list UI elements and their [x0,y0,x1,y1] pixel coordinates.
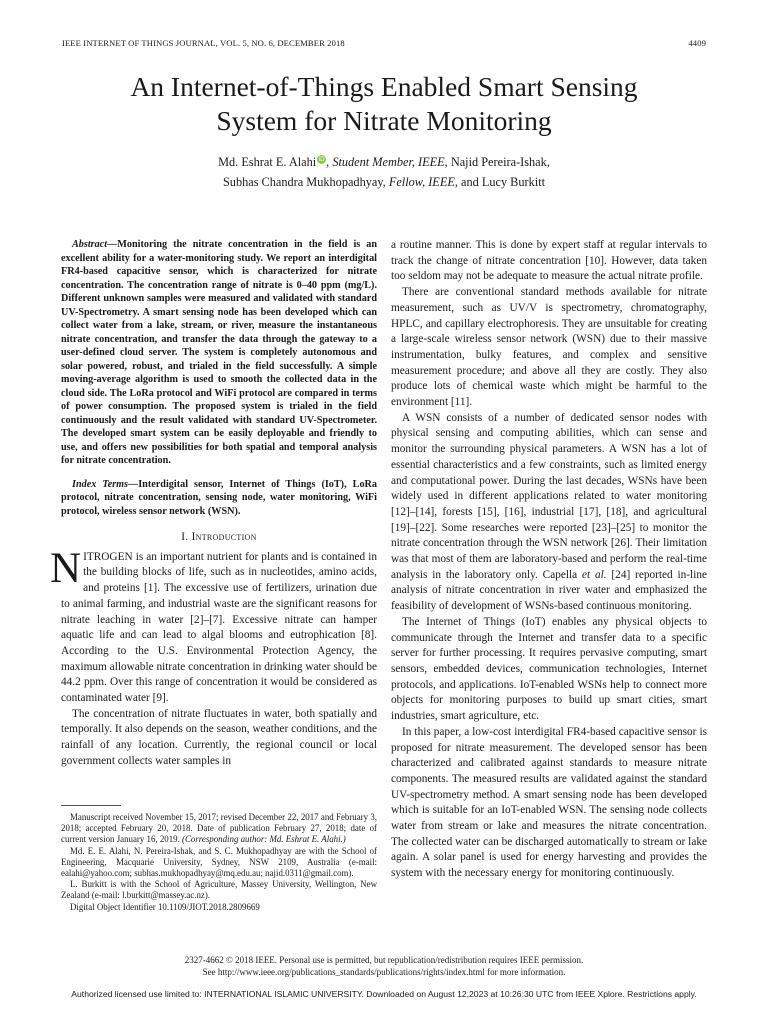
right-paragraph-0: a routine manner. This is done by expert staff at regular intervals to track the change of nitrate concentration [10]. However, data taken too seldom may not be adequate to measure the actual nitrate profile. [391,239,707,283]
journal-header: IEEE INTERNET OF THINGS JOURNAL, VOL. 5, NO. 6, DECEMBER 2018 [62,38,345,48]
orcid-icon[interactable]: iD [318,156,325,163]
running-head [62,38,706,52]
right-paragraph-4: In this paper, a low-cost interdigital FR4-based capacitive sensor is proposed for nitrate measurement. The developed sensor has been characterized and calibrated against standards to measure nitrate components. The measured results are validated against the standard UV-spectrometry method. A smart sensing node has been developed which is suitable for an IoT-enabled WSN. The sensing node collects water from stream or lake and measures the nitrate concentration. The collected water can be discharged automatically to stream or lake again. A solar panel is used for energy harvesting and provides the system with the necessary energy for monitoring continuously. [391,725,707,880]
intro-p1-text: is an important nutrient for plants and is contained in the building blocks of life, such as in nucleotides, amino acids, and proteins [1]. The excessive use of fertilizers, urination due to animal farming, and industrial waste are the significant reasons for nitrate leaching in water [2]–[7]. Excessive nitrate can hamper aquatic life and can lead to algal blooms and eutrophication [8]. According to the U.S. Environmental Protection Agency, the maximum allowable nitrate concentration in drinking water should be 44.2 ppm. Over this range of concentration it would be considered as contaminated water [9]. [61,550,377,705]
abstract-text: Monitoring the nitrate concentration in the field is an excellent ability for a water-monitoring study. We report an interdigital FR4-based capacitive sensor, which is characterized for nitrate concentration. The concentration range of nitrate is 0–40 ppm (mg/L). Different unknown samples were measured and validated with standard UV-Spectrometry. A smart sensing node has been developed which can collect water from a lake, stream, or river, measure the instantaneous nitrate concentration, and transfer the data through the gateway to a user-defined cloud server. The system is completely autonomous and solar powered, robust, and trialed in the field successfully. A simple moving-average algorithm is used to smooth the collected data in the cloud side. The LoRa protocol and WiFi protocol are compared in terms of power consumption. The proposed system is trialed in the field continuously and the result validated with standard UV-Spectrometer. The developed smart system can be easily deployable and friendly to use, and offers new possibilities for both spatial and temporal analysis for nitrate concentration. [61,239,377,466]
right-paragraph-1: There are conventional standard methods available for nitrate measurement, such as UV/V is spectrometry, chromatography, HPLC, and capillary electrophoresis. They are unsuitable for creating a large-scale wireless sensor network (WSN) due to their massive instrumentation, bulky features, and complex and sensitive measurement procedure; and above all they are costly. They also produce lots of chemical waste which might be harmful to the environment [11]. [391,286,707,409]
author-alahi: Md. Eshrat E. Alahi [218,155,317,169]
license-bar: Authorized licensed use limited to: INTERNATIONAL ISLAMIC UNIVERSITY. Downloaded on August 12,2023 at 10:26:30 UTC from IEEE Xplore. Restrictions apply. [71,989,697,999]
index-terms: Index Terms—Interdigital sensor, Internet of Things (IoT), LoRa protocol, nitrate concentration, sensing node, water monitoring, WiFi protocol, wireless sensor network (WSN). [61,478,377,517]
title-line-1: An Internet-of-Things Enabled Smart Sensing [130,71,638,102]
copyright-line-1: 2327-4662 © 2018 IEEE. Personal use is permitted, but republication/redistribution requires IEEE permission. [184,955,584,965]
author-alahi-role: Student Member, IEEE [332,155,445,169]
authors-line-1: Md. Eshrat E. Alahi iD, Student Member, IEEE, Najid Pereira-Ishak, [218,155,550,169]
section-numeral: I. [181,531,189,543]
abstract: Abstract—Monitoring the nitrate concentration in the field is an excellent ability for a water-monitoring study. We report an interdigital FR4-based capacitive sensor, which is characterized for nitrate concentration. The concentration range of nitrate is 0–40 ppm (mg/L). Different unknown samples were measured and validated with standard UV-Spectrometry. A smart sensing node has been developed which can collect water from a lake, stream, or river, measure the instantaneous nitrate concentration, and transfer the data through the gateway to a user-defined cloud server. The system is completely autonomous and solar powered, robust, and trialed in the field successfully. A simple moving-average algorithm is used to smooth the collected data in the cloud side. The LoRa protocol and WiFi protocol are compared in terms of power consumption. The proposed system is trialed in the field continuously and the result validated with standard UV-Spectrometer. The developed smart system can be easily deployable and friendly to use, and offers new possibilities for both spatial and temporal analysis for nitrate concentration. [61,239,377,466]
title-line-2: System for Nitrate Monitoring [216,105,552,136]
drop-cap: N [50,544,82,592]
author-list [60,152,708,192]
right-paragraph-2: A WSN consists of a number of dedicated sensor nodes with physical sensing and computing abilities, which can sense and monitor the surrounding physical parameters. A WSN has a lot of essential characteristics and a few constraints, such as limited energy and computational power. During the last decades, WSNs have been widely used in different applications related to water monitoring [12]–[14], forests [15], [16], industrial [17], [18], and agricultural [19]–[22]. Some researches were reported [23]–[25] to monitor the nitrate concentration through the WSN network [26]. Their limitation was that most of them are laboratory-based and perform the real-time analysis in the laboratory only. Capella et al. [24] reported in-line analysis of nitrate concentration in river water and emphasized the feasibility of development of WSNs-based continuous monitoring. [391,411,708,613]
footnote-affiliation-1: Md. E. E. Alahi, N. Pereira-Ishak, and S. C. Mukhopadhyay are with the School of Engineering, Macquarie University, Sydney, NSW 2109, Australia (e-mail: ealahi@yahoo.com; subhas.mukhopadhyay@mq.edu.au; najid.0311@gmail.com). [61,845,377,879]
paper-title [40,70,728,138]
section-title: Introduction [191,531,257,543]
intro-paragraph-1 [50,544,377,707]
footnote-rule [61,805,121,806]
intro-lead-word: ITROGEN [83,550,133,563]
author-mukhopadhyay: Subhas Chandra Mukhopadhyay, [222,175,386,189]
abstract-label: Abstract [72,239,108,250]
footnote-manuscript: Manuscript received November 15, 2017; revised December 22, 2017 and February 3, 2018; accepted February 20, 2018. Date of publication February 27, 2018; date of current version January 16, 2019. (Corresponding author: Md. Eshrat E. Alahi.) [61,812,377,845]
section-heading-introduction [61,530,377,546]
index-terms-label: Index Terms [72,478,129,490]
right-column [391,238,707,882]
copyright-line-2[interactable]: See http://www.ieee.org/publications_standards/publications/rights/index.html for more information. [202,967,566,977]
author-mukhopadhyay-role: Fellow, IEEE [388,175,455,189]
intro-paragraph-2: The concentration of nitrate fluctuates in water, both spatially and temporally. It also depends on the season, weather conditions, and the rainfall of any location. Currently, the regional council or local government collects water samples in [61,707,377,767]
copyright-notice [60,954,708,978]
right-paragraph-3: The Internet of Things (IoT) enables any physical objects to communicate through the Internet and transfer data to a specific server for further processing. It requires pervasive computing, smart sensors, embedded devices, communication technologies, Internet protocols, and applications. IoT-enabled WSNs help to connect more objects for monitoring purposes to build up smart cities, smart industries, smart agriculture, etc. [391,615,707,723]
author-burkitt: and Lucy Burkitt [461,175,546,189]
corresponding-author: (Corresponding author: Md. Eshrat E. Alahi.) [182,834,346,845]
authors-line-2: Subhas Chandra Mukhopadhyay, Fellow, IEEE, and Lucy Burkitt [222,175,546,189]
footnote-affiliation-2: L. Burkitt is with the School of Agriculture, Massey University, Wellington, New Zealand (e-mail: l.burkitt@massey.ac.nz). [61,879,377,901]
index-terms-text: Interdigital sensor, Internet of Things (IoT), LoRa protocol, nitrate concentration, sensing node, water monitoring, WiFi protocol, wireless sensor network (WSN). [61,478,377,517]
page-number: 4409 [688,38,706,48]
left-column [50,238,377,770]
author-pereira-ishak: Najid Pereira-Ishak, [450,155,550,169]
footnote-doi[interactable]: Digital Object Identifier 10.1109/JIOT.2018.2809669 [70,901,260,912]
footnotes [61,812,377,913]
